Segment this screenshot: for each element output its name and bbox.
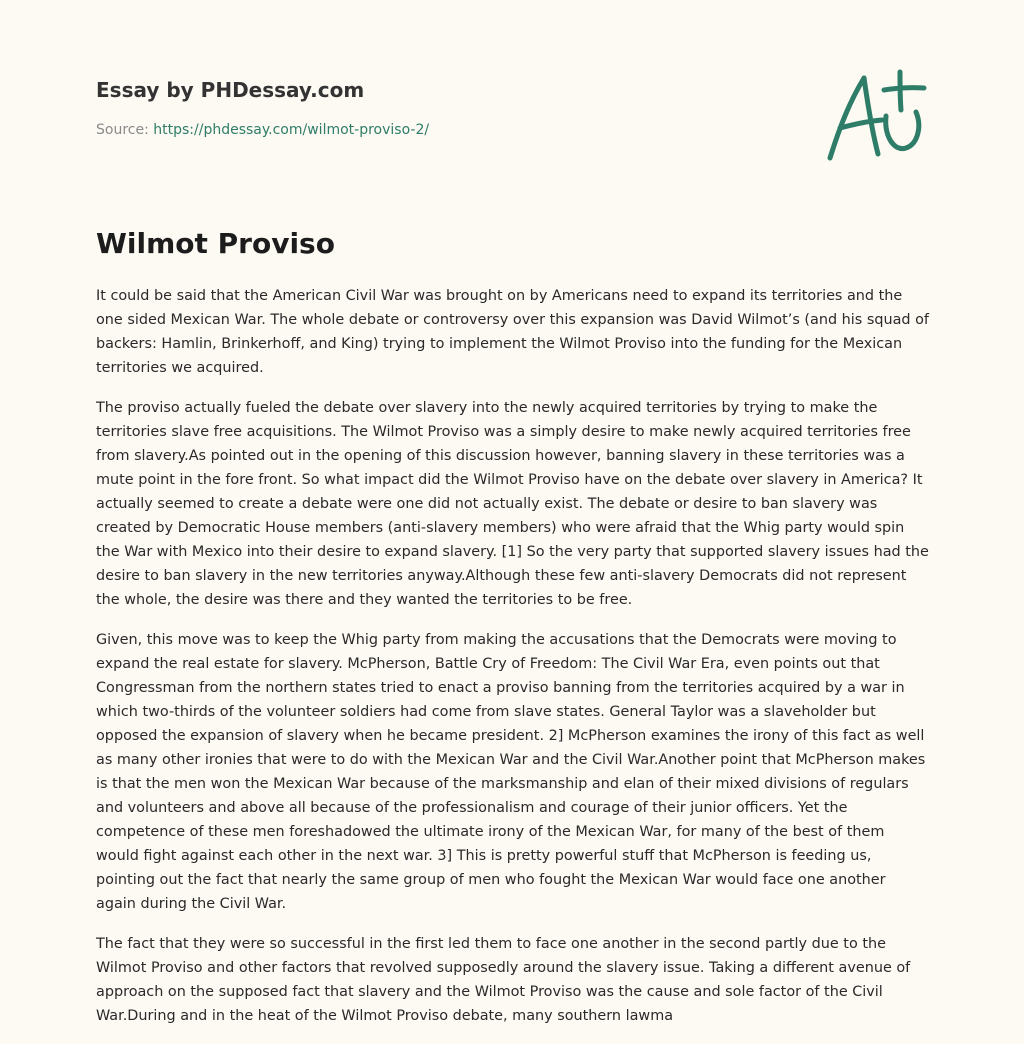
essay-title: Wilmot Proviso <box>96 227 335 260</box>
site-brand: Essay by PHDessay.com <box>96 78 365 102</box>
essay-paragraph: The proviso actually fueled the debate over slavery into the newly acquired territories by trying to make the territories slave free acquisitions. The Wilmot Proviso was a simply desire to make newly acquired territories free from slavery.As pointed out in the opening of this discussion however, banning slavery in these territories was a mute point in the fore front. So what impact did the Wilmot Proviso have on the debate over slavery in America? It actually seemed to create a debate were one did not actually exist. The debate or desire to ban slavery was created by Democratic House members (anti-slavery members) who were afraid that the Whig party would spin the War with Mexico into their desire to expand slavery. [1] So the very party that supported slavery issues had the desire to ban slavery in the new territories anyway.Although these few anti-slavery Democrats did not represent the whole, the desire was there and they wanted the territories to be free. <box>96 400 929 608</box>
essay-paragraph: The fact that they were so successful in the first led them to face one another in the second partly due to the Wilmot Proviso and other factors that revolved supposedly around the slavery issue. Taking a different avenue of approach on the supposed fact that slavery and the Wilmot Proviso was the cause and sole factor of the Civil War.During and in the heat of the Wilmot Proviso debate, many southern lawma <box>96 936 911 1024</box>
source-label: Source: <box>96 122 149 138</box>
essay-body <box>96 284 930 1044</box>
source-line <box>96 120 816 140</box>
essay-paragraph: Given, this move was to keep the Whig party from making the accusations that the Democrats were moving to expand the real estate for slavery. McPherson, Battle Cry of Freedom: The Civil War Era, even points out that Congressman from the northern states tried to enact a proviso banning from the territories acquired by a war in which two-thirds of the volunteer soldiers had come from slave states. General Taylor was a slaveholder but opposed the expansion of slavery when he became president. 2] McPherson examines the irony of this fact as well as many other ironies that were to do with the Mexican War and the Civil War.Another point that McPherson makes is that the men won the Mexican War because of the marksmanship and elan of their mixed divisions of regulars and volunteers and above all because of the professionalism and courage of their junior officers. Yet the competence of these men foreshadowed the ultimate irony of the Mexican War, for many of the best of them would fight against each other in the next war. 3] This is pretty powerful stuff that McPherson is feeding us, pointing out the fact that nearly the same group of men who fought the Mexican War would face one another again during the Civil War. <box>96 632 926 912</box>
essay-paragraph: It could be said that the American Civil War was brought on by Americans need to expand its territories and the one sided Mexican War. The whole debate or controversy over this expansion was David Wilmot’s (and his squad of backers: Hamlin, Brinkerhoff, and King) trying to implement the Wilmot Proviso into the funding for the Mexican territories we acquired. <box>96 288 929 376</box>
a-plus-logo-icon <box>820 66 930 166</box>
source-link[interactable]: https://phdessay.com/wilmot-proviso-2/ <box>153 122 430 138</box>
essay-header <box>96 74 816 140</box>
